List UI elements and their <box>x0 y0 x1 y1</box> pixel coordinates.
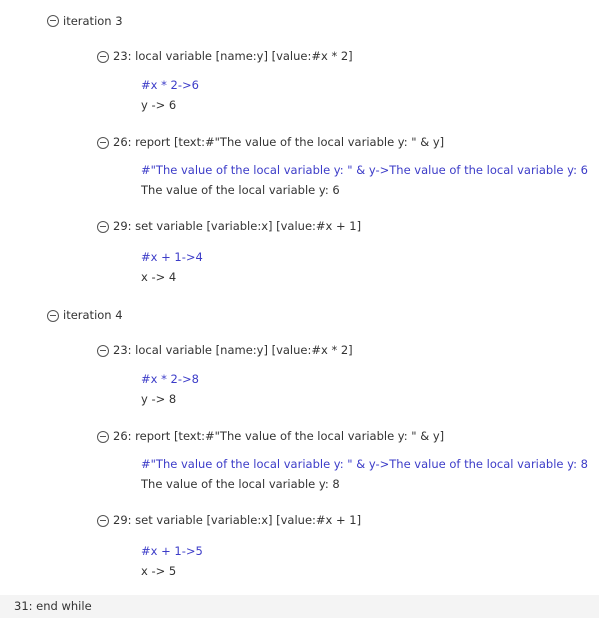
step-result: y -> 6 <box>141 98 177 112</box>
step-expression: #"The value of the local variable y: " & y->The value of the local variable y: 8 <box>141 457 588 471</box>
step-result: x -> 4 <box>141 270 177 284</box>
step-expression: #x + 1->4 <box>141 250 203 264</box>
step-header: 29: set variable [variable:x] [value:#x + 1] <box>113 219 362 233</box>
collapse-icon[interactable] <box>47 310 59 322</box>
step-header: 23: local variable [name:y] [value:#x * 2] <box>113 49 353 63</box>
step-header: 26: report [text:#"The value of the local variable y: " & y] <box>113 135 445 149</box>
step-result: x -> 5 <box>141 564 177 578</box>
step-header: 29: set variable [variable:x] [value:#x + 1] <box>113 513 362 527</box>
step-expression: #x * 2->8 <box>141 372 199 386</box>
collapse-icon[interactable] <box>97 137 109 149</box>
step-expression: #"The value of the local variable y: " & y->The value of the local variable y: 6 <box>141 163 588 177</box>
step-header: 23: local variable [name:y] [value:#x * 2] <box>113 343 353 357</box>
collapse-icon[interactable] <box>47 15 59 27</box>
step-result: The value of the local variable y: 6 <box>141 183 340 197</box>
step-header: 26: report [text:#"The value of the local variable y: " & y] <box>113 429 445 443</box>
collapse-icon[interactable] <box>97 345 109 357</box>
step-expression: #x * 2->6 <box>141 78 199 92</box>
collapse-icon[interactable] <box>97 515 109 527</box>
step-expression: #x + 1->5 <box>141 544 203 558</box>
step-result: The value of the local variable y: 8 <box>141 477 340 491</box>
collapse-icon[interactable] <box>97 221 109 233</box>
collapse-icon[interactable] <box>97 431 109 443</box>
iteration-label: iteration 3 <box>63 14 123 28</box>
step-result: y -> 8 <box>141 392 177 406</box>
end-while-label: 31: end while <box>14 599 92 613</box>
collapse-icon[interactable] <box>97 51 109 63</box>
iteration-label: iteration 4 <box>63 308 123 322</box>
